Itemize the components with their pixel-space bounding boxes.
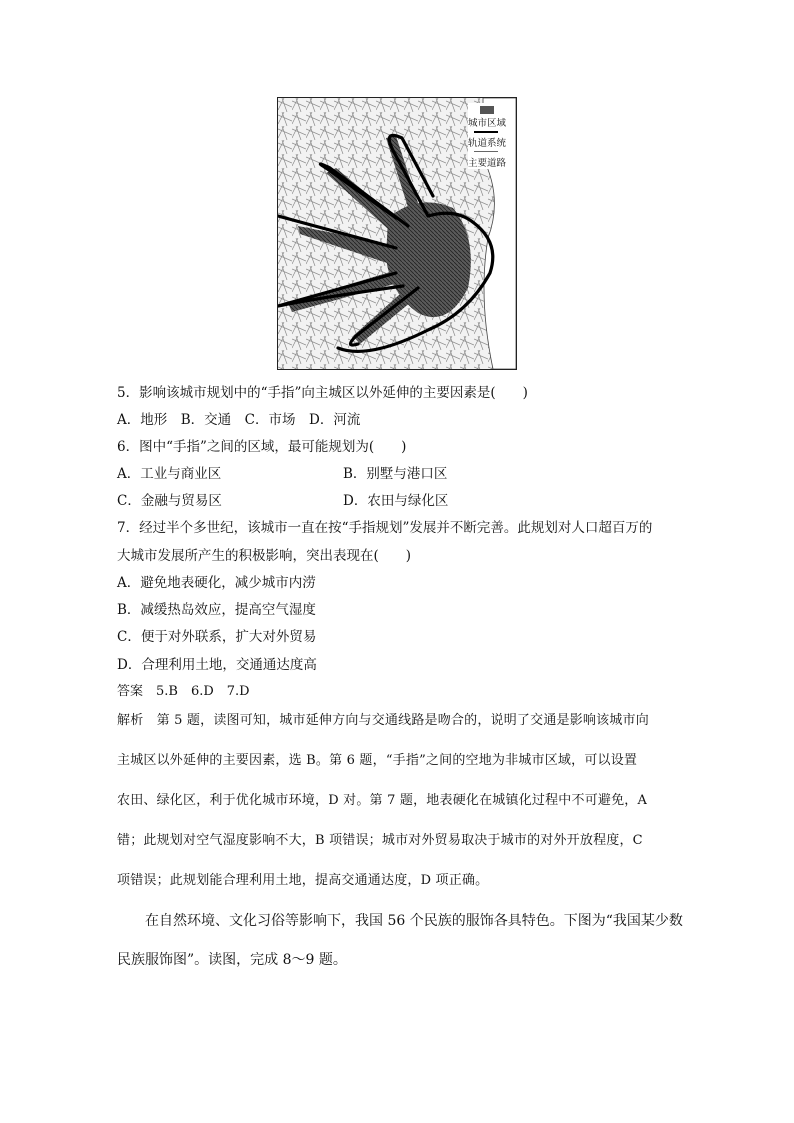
intro-line-1: 在自然环境、文化习俗等影响下，我国 56 个民族的服饰各具特色。下图为“我国某少数	[145, 913, 683, 929]
q7-stem-line2: 大城市发展所产生的积极影响，突出表现在( )	[117, 548, 412, 564]
q5-stem: 5．影响该城市规划中的“手指”向主城区以外延伸的主要因素是( )	[117, 385, 528, 401]
legend-road-label: 主要道路	[468, 158, 507, 169]
q7-option-b: B．减缓热岛效应，提高空气湿度	[117, 602, 316, 618]
legend-urban-label: 城市区域	[468, 118, 507, 129]
q7-option-a: A．避免地表硬化，减少城市内涝	[117, 575, 316, 591]
q7-option-c: C．便于对外联系，扩大对外贸易	[117, 629, 317, 645]
analysis-line-3: 农田、绿化区，利于优化城市环境，D 对。第 7 题，地表硬化在城镇化过程中不可避免，A	[117, 793, 648, 808]
analysis-line-4: 错；此规划对空气湿度影响不大，B 项错误；城市对外贸易取决于城市的对外开放程度，C	[117, 833, 643, 848]
city-finger-plan-map	[277, 97, 517, 370]
q6-option-a: A．工业与商业区	[117, 466, 222, 482]
legend-urban-swatch	[480, 106, 494, 114]
analysis-line-1: 解析 第 5 题，读图可知，城市延伸方向与交通线路是吻合的，说明了交通是影响该城市向	[117, 713, 649, 728]
q7-stem-line1: 7．经过半个多世纪，该城市一直在按“手指规划”发展并不断完善。此规划对人口超百万的	[117, 520, 653, 536]
analysis-line-2: 主城区以外延伸的主要因素，选 B。第 6 题，“手指”之间的空地为非城市区域，可以设置	[117, 753, 638, 768]
legend-rail-swatch	[474, 131, 498, 133]
q6-option-b: B．别墅与港口区	[343, 466, 448, 482]
answer-line: 答案 5.B 6.D 7.D	[117, 684, 250, 699]
legend-road-swatch	[474, 151, 498, 152]
q6-option-d: D．农田与绿化区	[343, 493, 449, 509]
q6-option-c: C．金融与贸易区	[117, 493, 222, 509]
analysis-line-5: 项错误；此规划能合理利用土地，提高交通通达度，D 项正确。	[117, 873, 489, 888]
intro-line-2: 民族服饰图”。读图，完成 8～9 题。	[117, 952, 347, 968]
q6-stem: 6．图中“手指”之间的区域，最可能规划为( )	[117, 439, 407, 455]
q7-option-d: D．合理利用土地，交通通达度高	[117, 657, 317, 673]
q5-options: A．地形 B．交通 C．市场 D．河流	[117, 412, 361, 428]
legend-rail-label: 轨道系统	[468, 138, 507, 149]
